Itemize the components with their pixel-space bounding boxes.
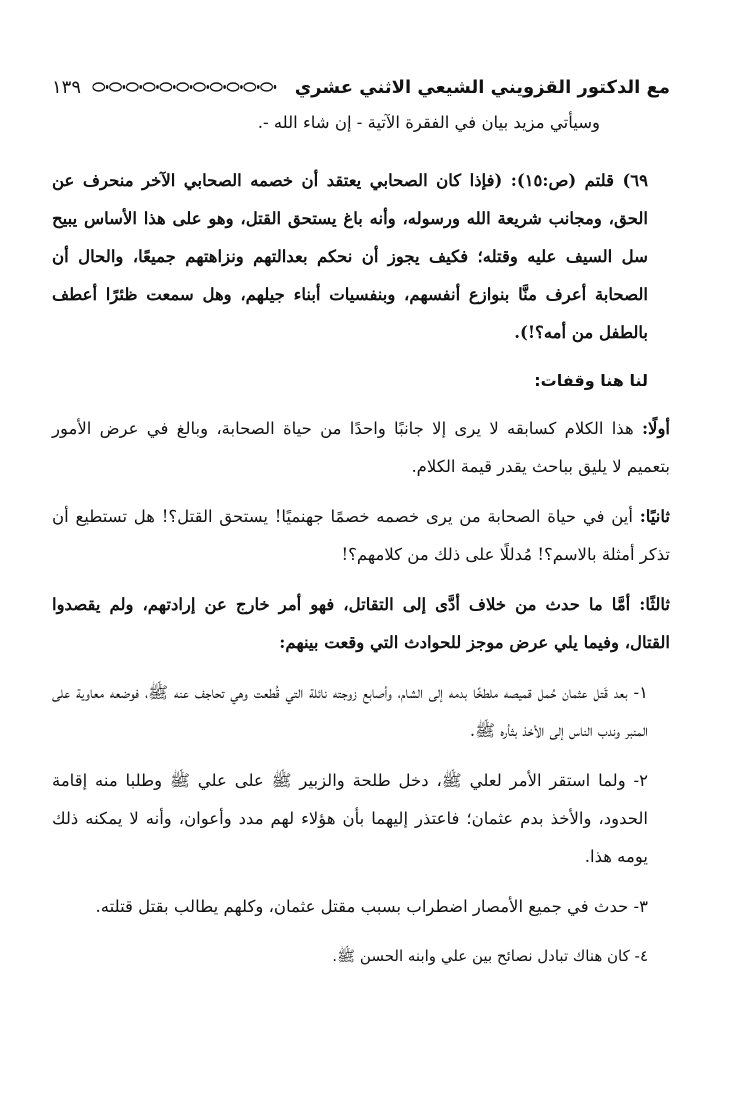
point-third: [52, 586, 670, 662]
ornament-band: [91, 81, 285, 93]
page-number: ١٣٩: [52, 76, 82, 98]
point-text: أين في حياة الصحابة من يرى خصمه خصمًا جهنميًا! يستحق القتل؟! هل تستطيع أن تذكر أمثلة بالاسم؟! مُدللًا على ذلك من كلامهم؟!: [52, 507, 670, 564]
intro-line: وسيأتي مزيد بيان في الفقرة الآتية - إن شاء الله -.: [257, 113, 600, 132]
point-second: [52, 498, 670, 574]
section-heading: لنا هنا وقفات:: [534, 371, 648, 390]
point-first: [52, 410, 670, 486]
event-item: ٣- حدث في جميع الأمصار اضطراب بسبب مقتل عثمان، وكلهم يطالب بقتل قتلته.: [95, 897, 648, 916]
point-text: أمَّا ما حدث من خلاف أدَّى إلى التقاتل، فهو أمر خارج عن إرادتهم، ولم يقصدوا القتال، وفيما يلي عرض موجز للحوادث التي وقعت بينهم:: [52, 595, 670, 652]
header-ornament: [91, 81, 285, 93]
event-item: ٢- ولما استقر الأمر لعلي ﷺ، دخل طلحة والزبير ﷺ على علي ﷺ وطلبا منه إقامة الحدود، والأخذ بدم عثمان؛ فاعتذر إليهما بأن هؤلاء لهم مدد وأعوان، وأنه لا يمكنه ذلك يومه هذا.: [52, 771, 648, 866]
event-item: ١- بعد قَتل عثمان حُمل قميصه ملطخًا بدمه إلى الشام، وأصابع زوجته نائلة التي قُطعت وهي تحاجف عنه ﷺ، فوضعه معاوية على المنبر وندب الناس إلى الأخذ بثأره ﷺ.: [52, 683, 648, 740]
page-header: [52, 70, 670, 104]
event-item-last: ٤- كان هناك تبادل نصائح بين علي وابنه الحسن ﷺ.: [332, 947, 648, 965]
point-lead: ثانيًا:: [639, 507, 670, 526]
point-text: هذا الكلام كسابقه لا يرى إلا جانبًا واحدًا من حياة الصحابة، وبالغ في عرض الأمور بتعميم لا يليق بباحث يقدر قيمة الكلام.: [52, 419, 670, 476]
claim-paragraph: ٦٩) قلتم (ص:١٥): (فإذا كان الصحابي يعتقد أن خصمه الصحابي الآخر منحرف عن الحق، ومجانب شريعة الله ورسوله، وأنه باغ يستحق القتل، وهو على هذا الأساس يبيح سل السيف عليه وقتله؛ فكيف يجوز أن نحكم بعدالتهم ونزاهتهم جميعًا، والحال أن الصحابة أعرف منَّا بنوازع أنفسهم، وبنفسيات أبناء جيلهم، وهل سمعت ظئرًا أعطف بالطفل من أمه؟!).: [52, 171, 648, 342]
point-lead: ثالثًا:: [639, 595, 670, 614]
book-page: [52, 70, 670, 986]
running-title: مع الدكتور القزويني الشيعي الاثني عشري: [294, 76, 670, 98]
point-lead: أولًا:: [641, 419, 671, 438]
